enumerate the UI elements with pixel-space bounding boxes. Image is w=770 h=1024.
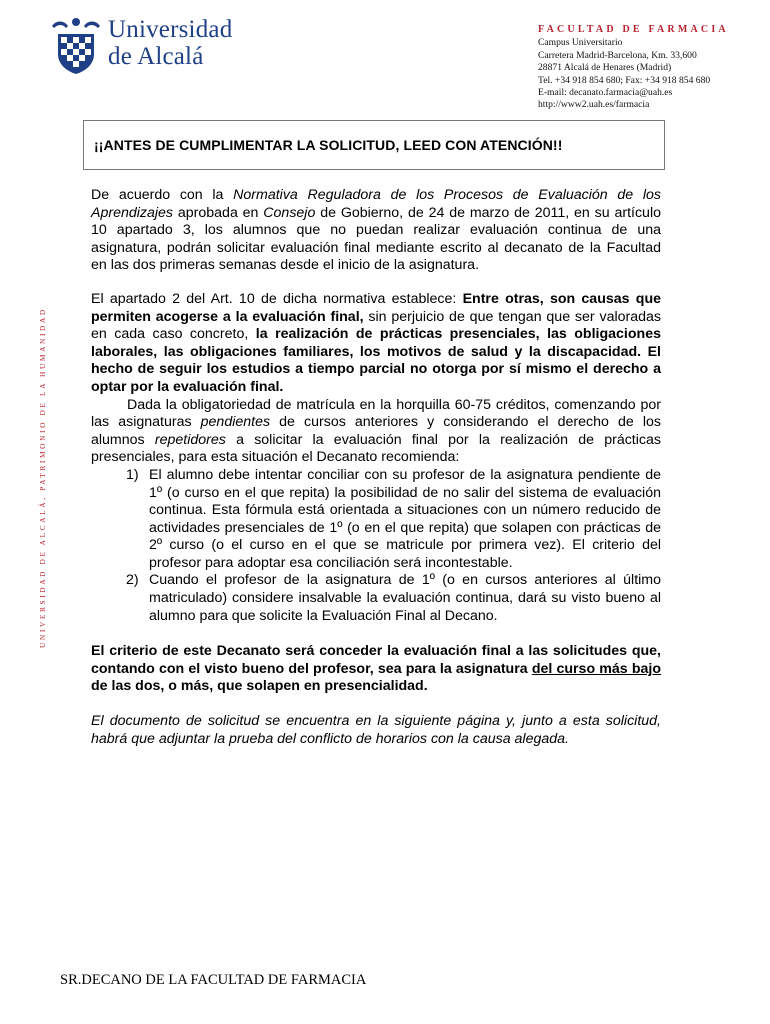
logo-line-1: Universidad (108, 16, 233, 43)
recommendation-list (91, 467, 661, 625)
heritage-sidebar-text: UNIVERSIDAD DE ALCALÁ, PATRIMONIO DE LA HUMANIDAD (38, 307, 47, 648)
attention-title: ¡¡ANTES DE CUMPLIMENTAR LA SOLICITUD, LEED CON ATENCIÓN!! (94, 137, 563, 153)
attention-box (83, 120, 665, 170)
contact-line-city: 28871 Alcalá de Henares (Madrid) (538, 62, 672, 74)
paragraph-attachment-note: El documento de solicitud se encuentra en la siguiente página y, junto a esta solicitud, habrá que adjuntar la prueba del conflicto de horarios con la causa alegada. (91, 713, 661, 747)
logo-line-2: de Alcalá (108, 43, 204, 70)
document-body (91, 187, 661, 748)
contact-line-email[interactable]: E-mail: decanato.farmacia@uah.es (538, 87, 673, 99)
faculty-name: FACULTAD DE FARMACIA (538, 24, 729, 35)
list-item: 1) El alumno debe intentar conciliar con su profesor de la asignatura pendiente de 1º (o curso en el que repita) la posibilidad de no salir del sistema de evaluación continua. Esta fórmula está orientada a situaciones con un número reducido de actividades presenciales de 1º (o en el que repita) que solapen con prácticas de 2º curso (o el curso en el que se matricule por primera vez). El criterio del profesor para adoptar esa conciliación será incontestable. (126, 466, 661, 571)
paragraph-causes: El apartado 2 del Art. 10 de dicha normativa establece: Entre otras, son causas que permiten acogerse a la evaluación final, sin perjuicio de que tengan que ser valoradas en cada caso concreto, la realización de prácticas presenciales, las obligaciones laborales, las obligaciones familiares, los motivos de salud y la discapacidad. El hecho de seguir los estudios a tiempo parcial no otorga por sí mismo el derecho a optar por la evaluación final. (91, 290, 661, 395)
contact-line-road: Carretera Madrid-Barcelona, Km. 33,600 (538, 49, 697, 61)
logo-wordmark (108, 16, 232, 70)
crest-icon (48, 16, 104, 76)
paragraph-regulation: De acuerdo con la Normativa Reguladora de los Procesos de Evaluación de los Aprendizajes aprobada en Consejo de Gobierno, de 24 de marzo de 2011, en su artículo 10 apartado 3, los alumnos que no puedan realizar evaluación continua de una asignatura, podrán solicitar evaluación final mediante escrito al decanato de la Facultad en las dos primeras semanas desde el inicio de la asignatura. (91, 187, 662, 274)
contact-line-website[interactable]: http://www2.uah.es/farmacia (538, 99, 650, 111)
list-item: 2) Cuando el profesor de la asignatura de 1º (o en cursos anteriores al último matriculado) considere insalvable la evaluación continua, dará su visto bueno al alumno para que solicite la Evaluación Final al Decano. (126, 572, 661, 624)
contact-line-phone: Tel. +34 918 854 680; Fax: +34 918 854 680 (538, 74, 711, 86)
university-logo (48, 16, 248, 76)
paragraph-recommendation: Dada la obligatoriedad de matrícula en la horquilla 60-75 créditos, comenzando por las asignaturas pendientes de cursos anteriores y considerando el derecho de los alumnos repetidores a solicitar la evaluación final por la realización de prácticas presenciales, para esta situación el Decanato recomienda: (91, 396, 661, 466)
contact-line-campus: Campus Universitario (538, 37, 623, 49)
faculty-contact (538, 24, 768, 112)
paragraph-criterion: El criterio de este Decanato será conceder la evaluación final a las solicitudes que, contando con el visto bueno del profesor, sea para la asignatura del curso más bajo de las dos, o más, que solapen en presencialidad. (91, 643, 662, 695)
addressee-footer: SR.DECANO DE LA FACULTAD DE FARMACIA (60, 972, 367, 988)
